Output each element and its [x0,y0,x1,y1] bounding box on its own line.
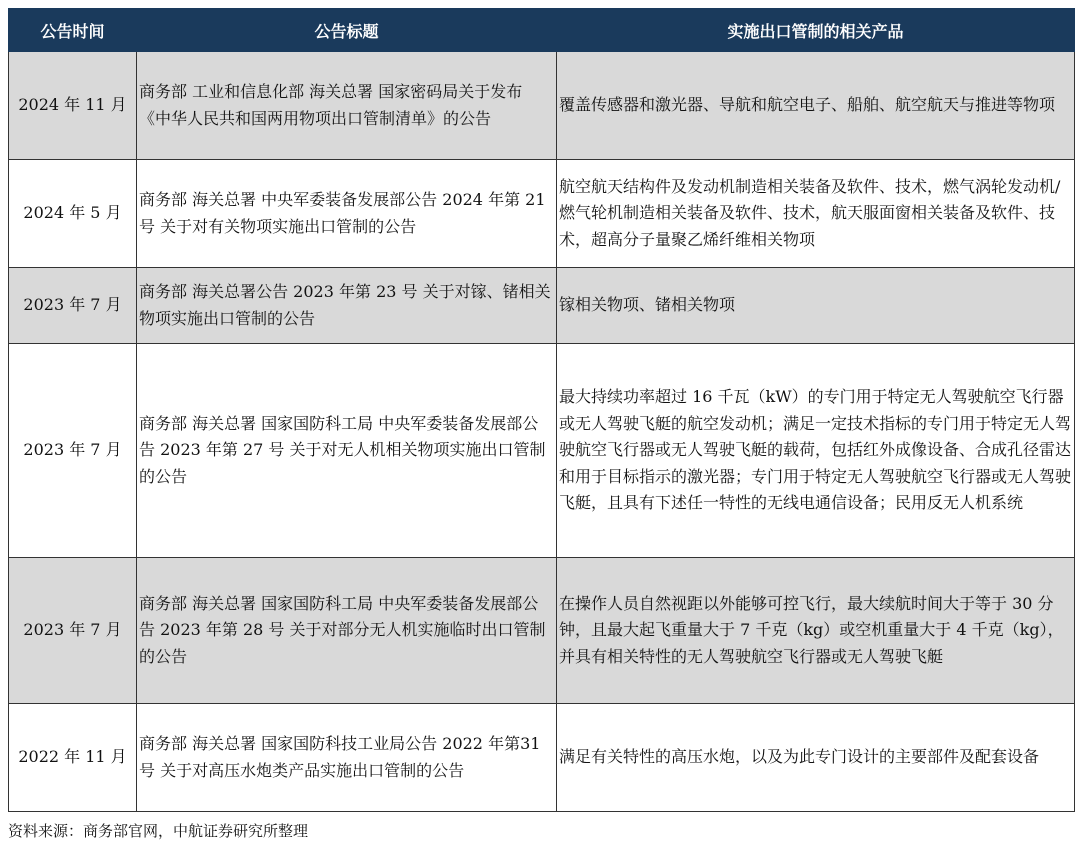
header-date: 公告时间 [9,9,137,52]
table-row [9,704,1075,812]
cell-date: 2023 年 7 月 [9,268,137,344]
cell-date: 2023 年 7 月 [9,344,137,558]
header-title: 公告标题 [137,9,557,52]
table-row [9,558,1075,704]
source-note: 资料来源：商务部官网，中航证券研究所整理 [8,822,309,840]
table-row [9,268,1075,344]
cell-date: 2023 年 7 月 [9,558,137,704]
cell-title: 商务部 海关总署公告 2023 年第 23 号 关于对镓、锗相关物项实施出口管制的公告 [137,268,557,344]
cell-products: 航空航天结构件及发动机制造相关装备及软件、技术，燃气涡轮发动机/燃气轮机制造相关装备及软件、技术，航天服面窗相关装备及软件、技术，超高分子量聚乙烯纤维相关物项 [557,160,1075,268]
cell-date: 2024 年 11 月 [9,52,137,160]
cell-title: 商务部 海关总署 国家国防科技工业局公告 2022 年第31号 关于对高压水炮类产品实施出口管制的公告 [137,704,557,812]
table-row [9,160,1075,268]
cell-title: 商务部 海关总署 国家国防科工局 中央军委装备发展部公告 2023 年第 27 号 关于对无人机相关物项实施出口管制的公告 [137,344,557,558]
header-row [9,9,1075,52]
cell-date: 2022 年 11 月 [9,704,137,812]
cell-products: 镓相关物项、锗相关物项 [557,268,1075,344]
cell-title: 商务部 海关总署 中央军委装备发展部公告 2024 年第 21 号 关于对有关物项实施出口管制的公告 [137,160,557,268]
cell-title: 商务部 海关总署 国家国防科工局 中央军委装备发展部公告 2023 年第 28 号 关于对部分无人机实施临时出口管制的公告 [137,558,557,704]
cell-title: 商务部 工业和信息化部 海关总署 国家密码局关于发布《中华人民共和国两用物项出口管制清单》的公告 [137,52,557,160]
cell-products: 满足有关特性的高压水炮，以及为此专门设计的主要部件及配套设备 [557,704,1075,812]
export-control-table [8,8,1075,812]
cell-products: 覆盖传感器和激光器、导航和航空电子、船舶、航空航天与推进等物项 [557,52,1075,160]
header-products: 实施出口管制的相关产品 [557,9,1075,52]
cell-products: 最大持续功率超过 16 千瓦（kW）的专门用于特定无人驾驶航空飞行器或无人驾驶飞艇的航空发动机；满足一定技术指标的专门用于特定无人驾驶航空飞行器或无人驾驶飞艇的载荷，包括红外成像设备、合成孔径雷达和用于目标指示的激光器；专门用于特定无人驾驶航空飞行器或无人驾驶飞艇，且具有下述任一特性的无线电通信设备；民用反无人机系统 [557,344,1075,558]
table-row [9,52,1075,160]
cell-products: 在操作人员自然视距以外能够可控飞行，最大续航时间大于等于 30 分钟，且最大起飞重量大于 7 千克（kg）或空机重量大于 4 千克（kg），并具有相关特性的无人驾驶航空飞行器或无人驾驶飞艇 [557,558,1075,704]
cell-date: 2024 年 5 月 [9,160,137,268]
table-row [9,344,1075,558]
